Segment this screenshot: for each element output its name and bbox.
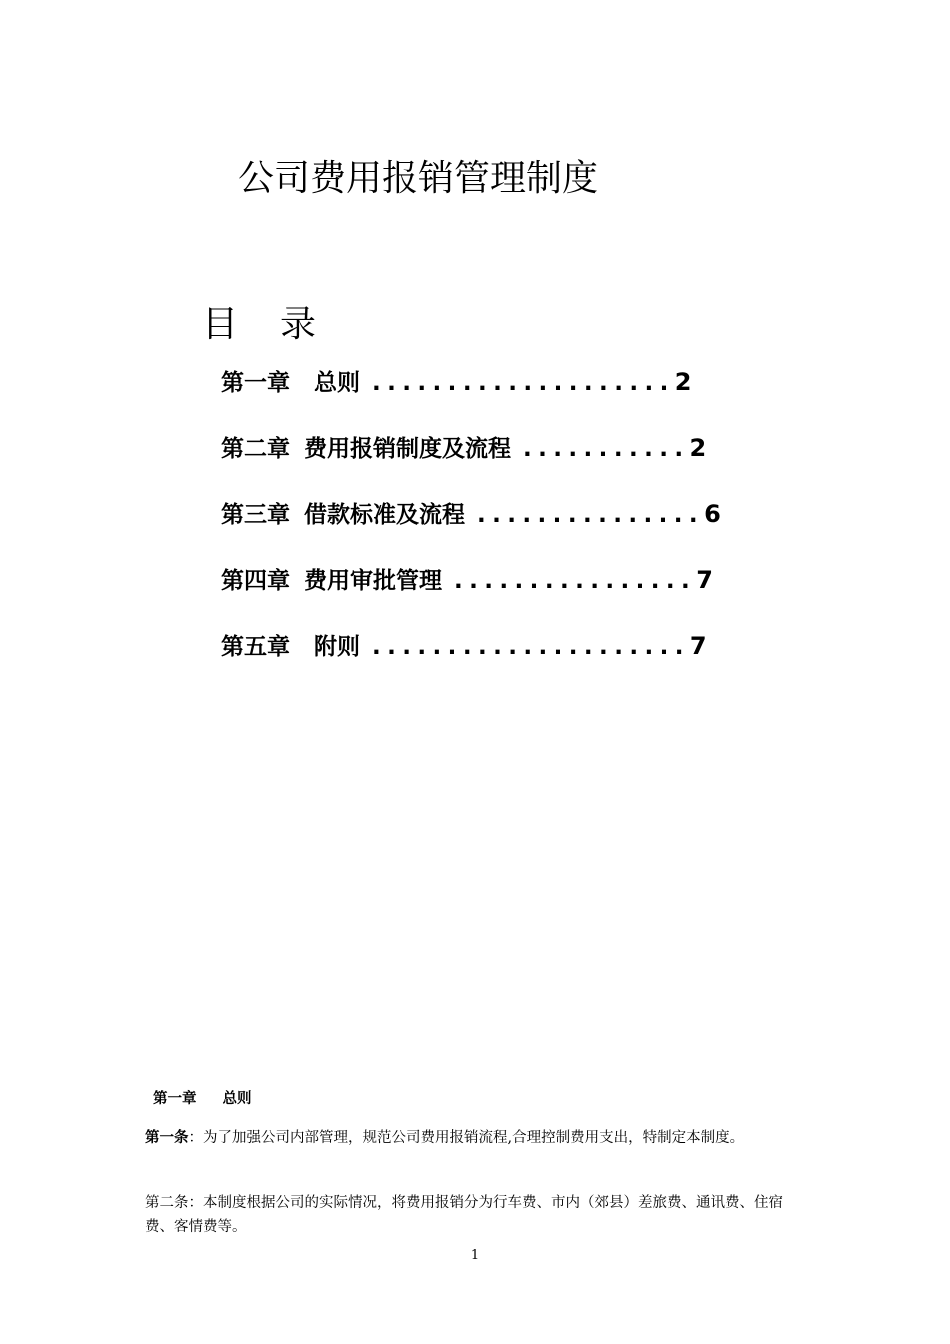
toc-entry-1[interactable] [221, 362, 691, 402]
toc-chapter: 第一章 [221, 370, 290, 396]
toc-page: 6 [704, 500, 721, 528]
document-title: 公司费用报销管理制度 [238, 158, 599, 199]
article-1 [145, 1126, 810, 1150]
toc-heading-char-1: 目 [202, 304, 239, 345]
toc-chapter: 第二章 [221, 436, 290, 462]
toc-heading-char-2: 录 [280, 304, 317, 345]
chapter-label: 第一章 [153, 1091, 197, 1107]
toc-heading [202, 296, 316, 347]
toc-page: 7 [696, 566, 713, 594]
toc-name: 借款标准及流程 [304, 502, 465, 528]
toc-name: 费用审批管理 [304, 568, 442, 594]
toc-entry-2[interactable] [221, 428, 706, 468]
toc-dots: ............... [477, 502, 705, 528]
toc-dots: ..................... [372, 634, 690, 660]
toc-name: 总则 [314, 370, 360, 396]
article-1-text: ：为了加强公司内部管理，规范公司费用报销流程,合理控制费用支出，特制定本制度。 [188, 1130, 745, 1146]
toc-name: 费用报销制度及流程 [304, 436, 511, 462]
toc-page: 2 [689, 434, 707, 462]
toc-chapter: 第四章 [221, 568, 290, 594]
toc-chapter: 第五章 [221, 634, 290, 660]
toc-dots: .................... [372, 370, 675, 396]
toc-chapter: 第三章 [221, 502, 290, 528]
article-2-text: 第二条：本制度根据公司的实际情况，将费用报销分为行车费、市内（郊县）差旅费、通讯费、住宿费、客情费等。 [145, 1195, 783, 1235]
page-number: 1 [470, 1248, 480, 1263]
toc-name: 附则 [314, 634, 360, 660]
toc-dots: ................ [454, 568, 697, 594]
chapter-name: 总则 [222, 1091, 252, 1107]
toc-dots: ........... [523, 436, 690, 462]
article-1-label: 第一条 [145, 1130, 189, 1146]
chapter-heading [153, 1087, 252, 1108]
toc-entry-4[interactable] [221, 560, 713, 600]
toc-page: 2 [674, 368, 692, 396]
toc-page: 7 [689, 632, 707, 660]
toc-entry-5[interactable] [221, 626, 707, 666]
article-2 [145, 1191, 810, 1239]
toc-entry-3[interactable] [221, 494, 721, 534]
